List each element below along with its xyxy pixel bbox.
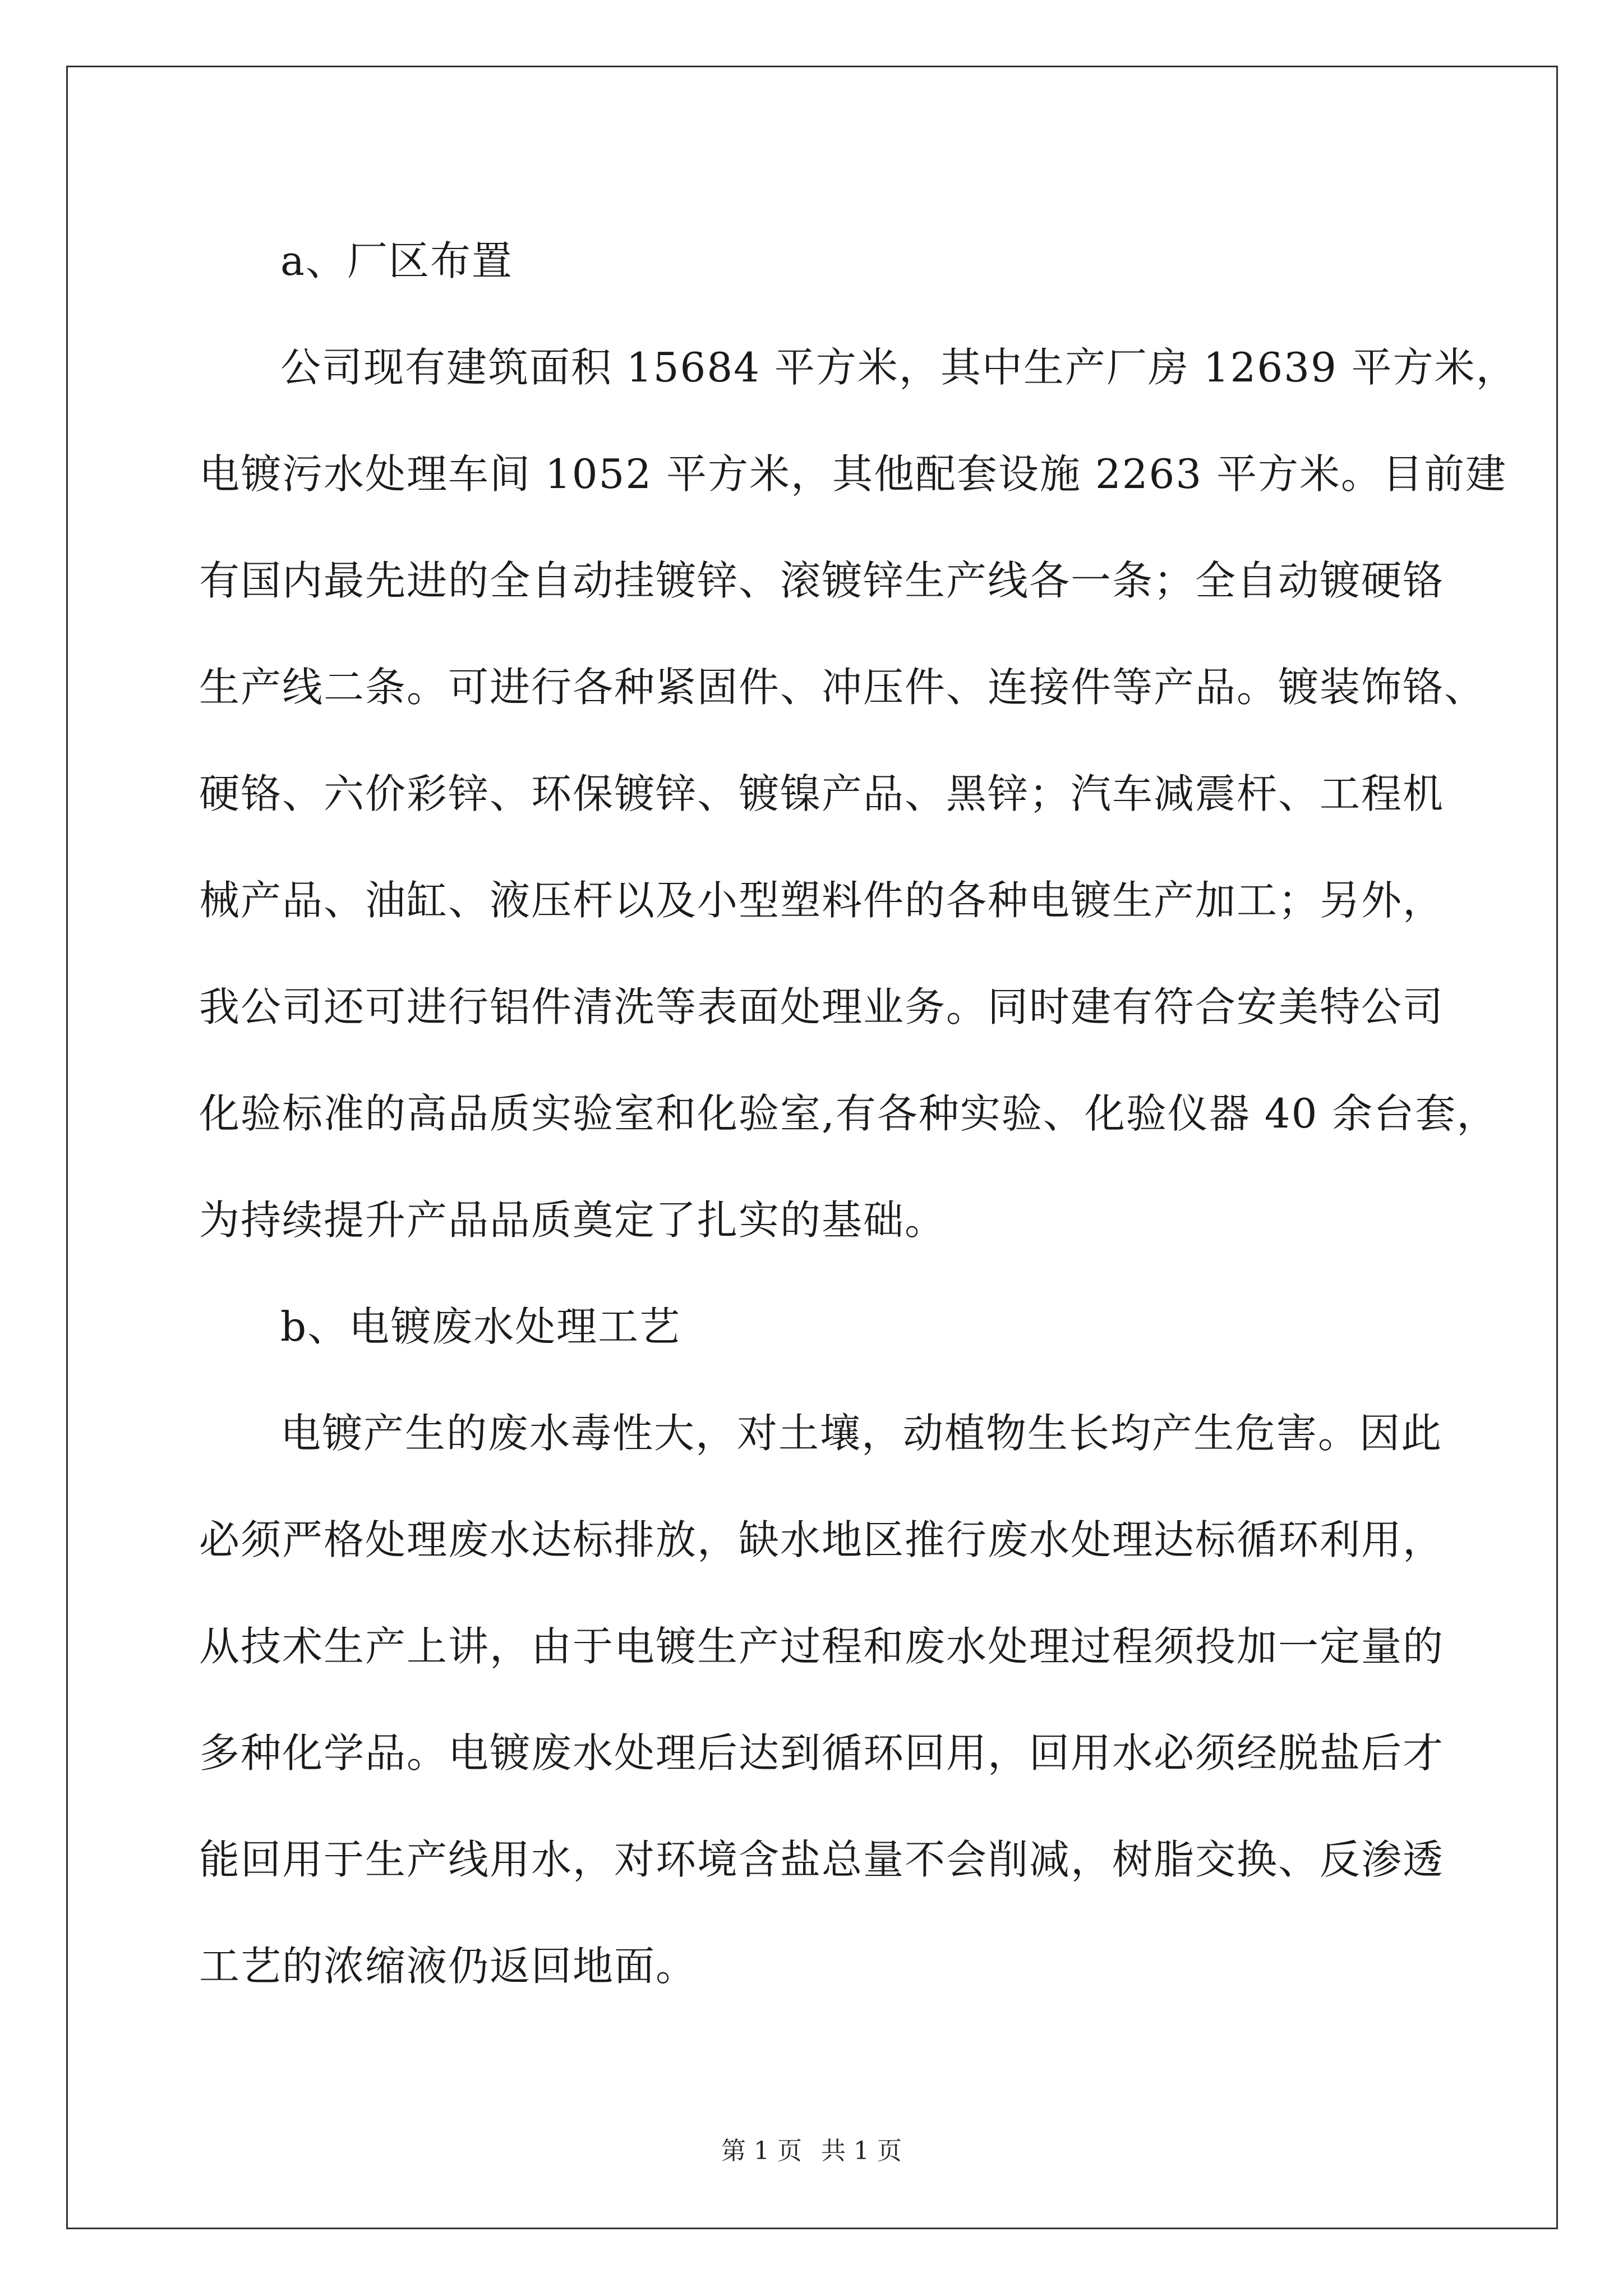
page-footer bbox=[0, 2134, 1623, 2168]
paragraph-line: 我公司还可进行铝件清洗等表面处理业务。同时建有符合安美特公司 bbox=[199, 983, 1445, 1030]
paragraph-line: 有国内最先进的全自动挂镀锌、滚镀锌生产线各一条；全自动镀硬铬 bbox=[199, 557, 1445, 604]
paragraph-line: 公司现有建筑面积 15684 平方米，其中生产厂房 12639 平方米， bbox=[280, 344, 1518, 391]
document-body bbox=[199, 208, 1518, 2019]
paragraph-line: 电镀产生的废水毒性大，对土壤，动植物生长均产生危害。因此 bbox=[280, 1410, 1443, 1457]
paragraph-line: 生产线二条。可进行各种紧固件、冲压件、连接件等产品。镀装饰铬、 bbox=[199, 664, 1486, 711]
paragraph-line: 从技术生产上讲，由于电镀生产过程和废水处理过程须投加一定量的 bbox=[199, 1623, 1445, 1670]
paragraph-line: 电镀污水处理车间 1052 平方米，其他配套设施 2263 平方米。目前建 bbox=[199, 450, 1507, 498]
paragraph-line: 多种化学品。电镀废水处理后达到循环回用，回用水必须经脱盐后才 bbox=[199, 1729, 1445, 1777]
paragraph-line: 能回用于生产线用水，对环境含盐总量不会削减，树脂交换、反渗透 bbox=[199, 1836, 1445, 1883]
section-a-heading: a、厂区布置 bbox=[280, 237, 513, 284]
paragraph-line: 为持续提升产品品质奠定了扎实的基础。 bbox=[199, 1197, 947, 1244]
paragraph-line: 硬铬、六价彩锌、环保镀锌、镀镍产品、黑锌；汽车减震杆、工程机 bbox=[199, 770, 1445, 817]
paragraph-line: 械产品、油缸、液压杆以及小型塑料件的各种电镀生产加工；另外， bbox=[199, 877, 1445, 924]
paragraph-line: 必须严格处理废水达标排放，缺水地区推行废水处理达标循环利用， bbox=[199, 1516, 1445, 1563]
section-b-heading: b、电镀废水处理工艺 bbox=[280, 1303, 681, 1350]
paragraph-line: 工艺的浓缩液仍返回地面。 bbox=[199, 1943, 698, 1990]
page-total: 共 1 页 bbox=[821, 2137, 902, 2165]
page-number: 第 1 页 bbox=[721, 2137, 802, 2165]
paragraph-line: 化验标准的高品质实验室和化验室,有各种实验、化验仪器 40 余台套， bbox=[199, 1090, 1498, 1137]
